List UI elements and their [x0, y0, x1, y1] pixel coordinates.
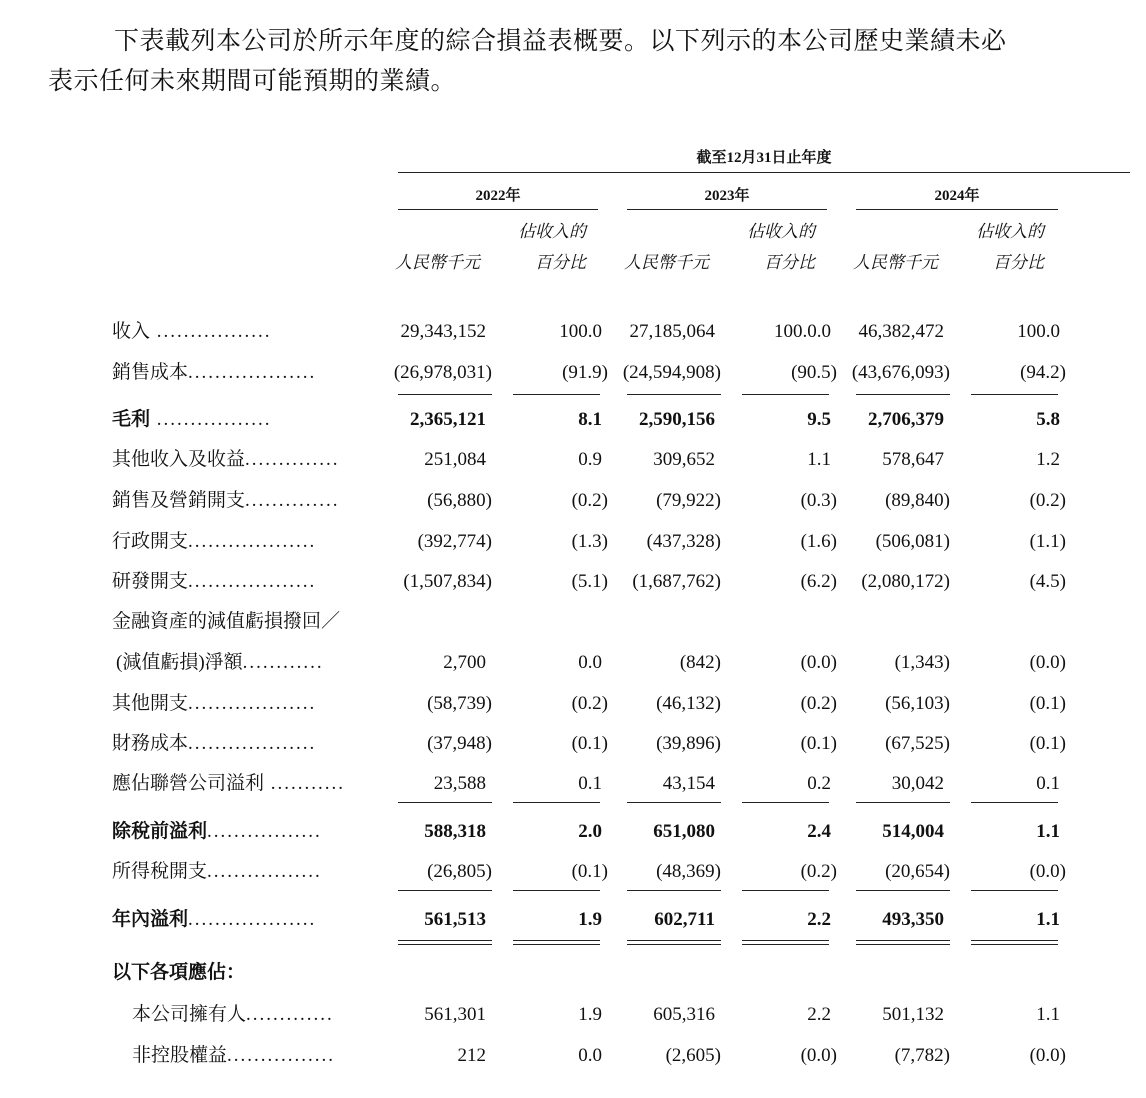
- row-label: 非控股權益: [132, 1045, 228, 1066]
- cell: (0.0): [1029, 1045, 1066, 1066]
- total-double-rule: [742, 940, 829, 945]
- amount-header-2022: 人民幣千元: [395, 253, 480, 272]
- cell: (0.2): [571, 693, 608, 714]
- row-label: 收入: [112, 321, 151, 342]
- subtotal-rule: [971, 890, 1058, 891]
- cell: 1.1: [1036, 1004, 1060, 1025]
- year-2024-rule: [856, 209, 1058, 210]
- cell: 1.1: [1036, 821, 1060, 842]
- cell: (0.1): [800, 733, 837, 754]
- cell: (48,369): [656, 861, 721, 882]
- amount-header-2023: 人民幣千元: [624, 253, 709, 272]
- subtotal-rule: [398, 394, 492, 395]
- row-impairment-label: [0, 602, 1146, 642]
- cell: 2.4: [807, 821, 831, 842]
- row-label: 除稅前溢利: [112, 821, 208, 842]
- row-profit-before-tax: 除稅前溢利................. 588,318 2.0 651,080 2.4 514,004 1.1: [0, 812, 1146, 852]
- row-non-controlling: 非控股權益................ 212 0.0 (2,605) (0.0) (7,782) (0.0): [0, 1036, 1146, 1076]
- cell: (437,328): [646, 531, 721, 552]
- cell: (1,687,762): [632, 571, 721, 592]
- cell: 0.9: [578, 449, 602, 470]
- year-2022-header: 2022年: [475, 188, 521, 204]
- cell: 1.9: [578, 909, 602, 930]
- cell: 0.1: [1036, 773, 1060, 794]
- row-label: 毛利: [112, 409, 151, 430]
- cell: (5.1): [571, 571, 608, 592]
- subtotal-rule: [513, 890, 600, 891]
- cell: 1.1: [1036, 909, 1060, 930]
- row-revenue: 收入 ................. 29,343,152 100.0 27,185,064 100.0.0 46,382,472 100.0: [0, 312, 1146, 352]
- row-label: 銷售成本: [112, 362, 189, 383]
- cell: (56,103): [885, 693, 950, 714]
- row-share-of-associates: 應佔聯營公司溢利 ........... 23,588 0.1 43,154 0.2 30,042 0.1: [0, 764, 1146, 804]
- intro-paragraph: [48, 22, 1118, 102]
- cell: (0.1): [571, 861, 608, 882]
- cell: 0.2: [807, 773, 831, 794]
- row-label: 年內溢利: [112, 909, 189, 930]
- cell: (0.1): [571, 733, 608, 754]
- cell: 23,588: [433, 773, 486, 794]
- cell: 0.1: [578, 773, 602, 794]
- row-other-expenses: 其他開支................... (58,739) (0.2) (46,132) (0.2) (56,103) (0.1): [0, 684, 1146, 724]
- cell: (37,948): [427, 733, 492, 754]
- cell: (67,525): [885, 733, 950, 754]
- cell: (56,880): [427, 490, 492, 511]
- cell: 561,301: [424, 1004, 486, 1025]
- subtotal-rule: [971, 802, 1058, 803]
- cell: 561,513: [424, 909, 486, 930]
- cell: 100.0.0: [774, 321, 831, 342]
- cell: (79,922): [656, 490, 721, 511]
- row-cost-of-sales: 銷售成本................... (26,978,031) (91.9) (24,594,908) (90.5) (43,676,093) (94.2): [0, 353, 1146, 393]
- row-selling-expenses: 銷售及營銷開支.............. (56,880) (0.2) (79,922) (0.3) (89,840) (0.2): [0, 481, 1146, 521]
- cell: 602,711: [654, 909, 715, 930]
- cell: 1.9: [578, 1004, 602, 1025]
- row-label: 應佔聯營公司溢利: [112, 773, 265, 794]
- cell: (1.3): [571, 531, 608, 552]
- cell: 9.5: [807, 409, 831, 430]
- row-label: 銷售及營銷開支: [112, 490, 246, 511]
- cell: (91.9): [562, 362, 608, 383]
- intro-line-1: 下表載列本公司於所示年度的綜合損益表概要。以下列示的本公司歷史業績未必: [114, 28, 1007, 55]
- cell: (6.2): [800, 571, 837, 592]
- total-double-rule: [513, 940, 600, 945]
- cell: (0.0): [800, 1045, 837, 1066]
- cell: (0.2): [800, 693, 837, 714]
- total-double-rule: [971, 940, 1058, 945]
- row-finance-costs: 財務成本................... (37,948) (0.1) (39,896) (0.1) (67,525) (0.1): [0, 724, 1146, 764]
- subtotal-rule: [513, 802, 600, 803]
- row-label: 本公司擁有人: [132, 1004, 247, 1025]
- cell: 2,700: [443, 652, 486, 673]
- cell: 2,590,156: [639, 409, 715, 430]
- cell: 2.0: [578, 821, 602, 842]
- subtotal-rule: [742, 802, 829, 803]
- cell: 605,316: [653, 1004, 715, 1025]
- subtotal-rule: [742, 890, 829, 891]
- cell: 309,652: [653, 449, 715, 470]
- pct-header-2024: 佔收入的 百分比: [976, 222, 1044, 272]
- cell: 2.2: [807, 909, 831, 930]
- cell: (0.3): [800, 490, 837, 511]
- total-double-rule: [398, 940, 492, 945]
- cell: (1.6): [800, 531, 837, 552]
- cell: (1.1): [1029, 531, 1066, 552]
- row-label: 財務成本: [112, 733, 189, 754]
- cell: (0.2): [571, 490, 608, 511]
- cell: 43,154: [662, 773, 715, 794]
- total-double-rule: [856, 940, 950, 945]
- row-label: 所得稅開支: [112, 861, 208, 882]
- cell: 1.2: [1036, 449, 1060, 470]
- year-2023-rule: [627, 209, 827, 210]
- cell: 5.8: [1036, 409, 1060, 430]
- year-2024-header: 2024年: [934, 188, 980, 204]
- cell: 29,343,152: [400, 321, 486, 342]
- row-label: 以下各項應佔：: [112, 962, 246, 983]
- subtotal-rule: [627, 394, 721, 395]
- cell: (46,132): [656, 693, 721, 714]
- cell: 251,084: [424, 449, 486, 470]
- cell: 30,042: [891, 773, 944, 794]
- intro-line-2: 表示任何未來期間可能預期的業績。: [48, 68, 457, 95]
- subtotal-rule: [856, 394, 950, 395]
- cell: (43,676,093): [851, 362, 950, 383]
- pct-header-2022: 佔收入的 百分比: [518, 222, 586, 272]
- cell: (0.2): [1029, 490, 1066, 511]
- cell: (842): [679, 652, 721, 673]
- row-profit-for-year: 年內溢利................... 561,513 1.9 602,711 2.2 493,350 1.1: [0, 900, 1146, 940]
- total-double-rule: [627, 940, 721, 945]
- row-label: 金融資產的減值虧損撥回／: [112, 611, 341, 632]
- cell: 100.0: [1017, 321, 1060, 342]
- year-2023-header: 2023年: [704, 188, 750, 204]
- subtotal-rule: [742, 394, 829, 395]
- cell: (2,080,172): [861, 571, 950, 592]
- subtotal-rule: [856, 890, 950, 891]
- cell: (90.5): [791, 362, 837, 383]
- cell: 0.0: [578, 652, 602, 673]
- cell: (89,840): [885, 490, 950, 511]
- cell: (0.1): [1029, 693, 1066, 714]
- cell: 27,185,064: [629, 321, 715, 342]
- cell: (26,978,031): [393, 362, 492, 383]
- cell: (0.1): [1029, 733, 1066, 754]
- row-label: 行政開支: [112, 531, 189, 552]
- cell: 493,350: [882, 909, 944, 930]
- row-label: 其他開支: [112, 693, 189, 714]
- row-other-income: 其他收入及收益.............. 251,084 0.9 309,652 1.1 578,647 1.2: [0, 440, 1146, 480]
- period-rule: [398, 172, 1130, 173]
- cell: 588,318: [424, 821, 486, 842]
- row-impairment-net: (減值虧損)淨額............ 2,700 0.0 (842) (0.0) (1,343) (0.0): [0, 643, 1146, 683]
- cell: 514,004: [882, 821, 944, 842]
- cell: 578,647: [882, 449, 944, 470]
- subtotal-rule: [856, 802, 950, 803]
- subtotal-rule: [627, 802, 721, 803]
- cell: (1,507,834): [403, 571, 492, 592]
- cell: 100.0: [559, 321, 602, 342]
- cell: (0.0): [1029, 652, 1066, 673]
- row-attributable-heading: [0, 953, 1146, 993]
- cell: (506,081): [875, 531, 950, 552]
- cell: 0.0: [578, 1045, 602, 1066]
- cell: (24,594,908): [622, 362, 721, 383]
- cell: 2,365,121: [410, 409, 486, 430]
- row-label: (減值虧損)淨額: [116, 652, 243, 673]
- cell: 651,080: [653, 821, 715, 842]
- subtotal-rule: [971, 394, 1058, 395]
- cell: 501,132: [882, 1004, 944, 1025]
- cell: (20,654): [885, 861, 950, 882]
- cell: (1,343): [894, 652, 950, 673]
- cell: (58,739): [427, 693, 492, 714]
- cell: (392,774): [417, 531, 492, 552]
- cell: 2,706,379: [868, 409, 944, 430]
- cell: (94.2): [1020, 362, 1066, 383]
- row-income-tax: 所得稅開支................. (26,805) (0.1) (48,369) (0.2) (20,654) (0.0): [0, 852, 1146, 892]
- row-rnd-expenses: 研發開支................... (1,507,834) (5.1) (1,687,762) (6.2) (2,080,172) (4.5): [0, 562, 1146, 602]
- pct-header-2023: 佔收入的 百分比: [747, 222, 815, 272]
- cell: (0.0): [800, 652, 837, 673]
- row-gross-profit: 毛利 ................. 2,365,121 8.1 2,590,156 9.5 2,706,379 5.8: [0, 400, 1146, 440]
- subtotal-rule: [398, 890, 492, 891]
- row-owners: 本公司擁有人............. 561,301 1.9 605,316 2.2 501,132 1.1: [0, 995, 1146, 1035]
- cell: (2,605): [665, 1045, 721, 1066]
- cell: 46,382,472: [858, 321, 944, 342]
- cell: (7,782): [894, 1045, 950, 1066]
- cell: 1.1: [807, 449, 831, 470]
- row-label: 其他收入及收益: [112, 449, 246, 470]
- cell: (26,805): [427, 861, 492, 882]
- subtotal-rule: [398, 802, 492, 803]
- subtotal-rule: [513, 394, 600, 395]
- row-label: 研發開支: [112, 571, 189, 592]
- cell: (4.5): [1029, 571, 1066, 592]
- row-admin-expenses: 行政開支................... (392,774) (1.3) (437,328) (1.6) (506,081) (1.1): [0, 522, 1146, 562]
- period-header: 截至12月31日止年度: [696, 150, 832, 166]
- cell: 212: [457, 1045, 486, 1066]
- subtotal-rule: [627, 890, 721, 891]
- cell: 2.2: [807, 1004, 831, 1025]
- amount-header-2024: 人民幣千元: [853, 253, 938, 272]
- cell: (0.2): [800, 861, 837, 882]
- cell: (39,896): [656, 733, 721, 754]
- cell: (0.0): [1029, 861, 1066, 882]
- year-2022-rule: [398, 209, 598, 210]
- cell: 8.1: [578, 409, 602, 430]
